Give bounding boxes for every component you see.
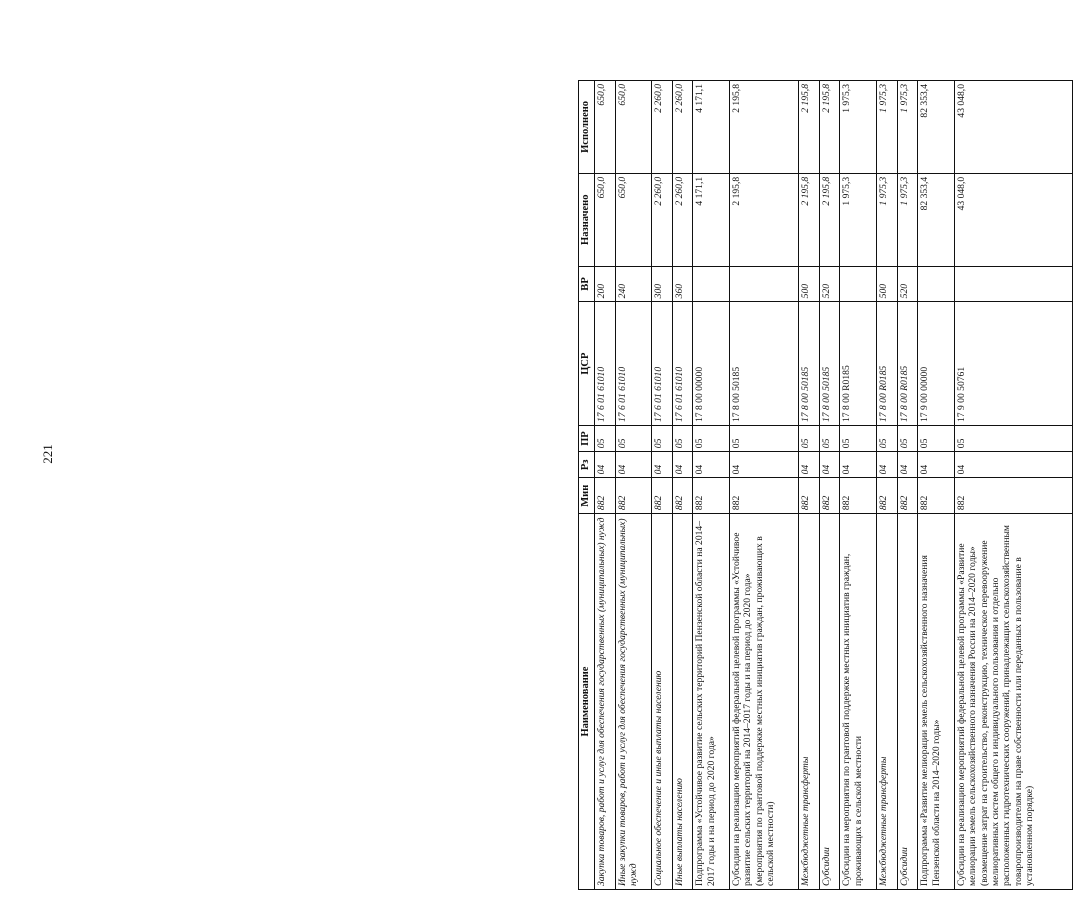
- cell-pr: 05: [730, 426, 799, 452]
- cell-vr: [693, 266, 730, 302]
- cell-name: Межбюджетные трансферты: [799, 514, 820, 890]
- cell-pr: 05: [840, 426, 877, 452]
- cell-pr: 05: [595, 426, 616, 452]
- cell-vr: 520: [819, 266, 840, 302]
- table-row: [595, 81, 616, 890]
- cell-min: 882: [693, 478, 730, 514]
- table-row: [897, 81, 918, 890]
- cell-isp: 2 195,8: [730, 81, 799, 174]
- cell-csr: 17 6 01 61010: [595, 302, 616, 426]
- cell-isp: 4 171,1: [693, 81, 730, 174]
- cell-rz: 04: [840, 452, 877, 478]
- cell-csr: 17 9 00 50761: [955, 302, 1073, 426]
- cell-rz: 04: [918, 452, 955, 478]
- table-body: [595, 81, 1073, 890]
- cell-rz: 04: [799, 452, 820, 478]
- cell-naz: 4 171,1: [693, 173, 730, 266]
- cell-isp: 2 260,0: [652, 81, 673, 174]
- cell-name: Субсидии: [819, 514, 840, 890]
- cell-naz: 2 195,8: [799, 173, 820, 266]
- header-naz: Назначено: [579, 173, 595, 266]
- header-min: Мин: [579, 478, 595, 514]
- table-row: [672, 81, 693, 890]
- cell-rz: 04: [595, 452, 616, 478]
- cell-csr: 17 9 00 00000: [918, 302, 955, 426]
- cell-name: Подпрограмма «Устойчивое развитие сельских территорий Пензенской области на 2014–2017 годы и на период до 2020 года»: [693, 514, 730, 890]
- cell-min: 882: [955, 478, 1073, 514]
- cell-vr: 360: [672, 266, 693, 302]
- cell-rz: 04: [730, 452, 799, 478]
- cell-naz: 2 195,8: [730, 173, 799, 266]
- cell-csr: 17 8 00 50185: [819, 302, 840, 426]
- table-row: [693, 81, 730, 890]
- table-header-row: [579, 81, 595, 890]
- cell-min: 882: [652, 478, 673, 514]
- cell-name: Иные закупки товаров, работ и услуг для обеспечения государственных (муниципальных) нужд: [615, 514, 652, 890]
- cell-naz: 2 195,8: [819, 173, 840, 266]
- cell-name: Субсидии на мероприятия по грантовой поддержке местных инициатив граждан, проживающих в сельской местности: [840, 514, 877, 890]
- cell-isp: 1 975,3: [877, 81, 898, 174]
- cell-pr: 05: [819, 426, 840, 452]
- table-row: [819, 81, 840, 890]
- cell-naz: 650,0: [595, 173, 616, 266]
- budget-table: [578, 80, 1073, 890]
- cell-min: 882: [819, 478, 840, 514]
- cell-pr: 05: [955, 426, 1073, 452]
- cell-vr: [840, 266, 877, 302]
- cell-vr: 240: [615, 266, 652, 302]
- cell-vr: 300: [652, 266, 673, 302]
- cell-min: 882: [897, 478, 918, 514]
- cell-rz: 04: [615, 452, 652, 478]
- header-name: Наименование: [579, 514, 595, 890]
- cell-pr: 05: [672, 426, 693, 452]
- cell-csr: 17 6 01 61010: [615, 302, 652, 426]
- cell-isp: 2 195,8: [799, 81, 820, 174]
- cell-name: Подпрограмма «Развитие мелиорации земель сельскохозяйственного назначения Пензенской области на 2014–2020 годы»: [918, 514, 955, 890]
- header-vr: ВР: [579, 266, 595, 302]
- cell-name: Субсидии на реализацию мероприятий федеральной целевой программы «Устойчивое развитие сельских территорий на 2014–2017 годы и на период до 2020 года» (мероприятия по грантовой поддержке местных инициатив граждан, проживающих в сельской местности): [730, 514, 799, 890]
- cell-vr: [955, 266, 1073, 302]
- cell-name: Иные выплаты населению: [672, 514, 693, 890]
- cell-isp: 650,0: [595, 81, 616, 174]
- cell-naz: 2 260,0: [672, 173, 693, 266]
- cell-vr: 500: [877, 266, 898, 302]
- cell-csr: 17 8 00 50185: [799, 302, 820, 426]
- cell-isp: 82 353,4: [918, 81, 955, 174]
- cell-rz: 04: [672, 452, 693, 478]
- cell-isp: 2 195,8: [819, 81, 840, 174]
- cell-min: 882: [595, 478, 616, 514]
- cell-rz: 04: [877, 452, 898, 478]
- cell-csr: 17 8 00 R0185: [840, 302, 877, 426]
- table-row: [652, 81, 673, 890]
- header-pr: ПР: [579, 426, 595, 452]
- table-row: [955, 81, 1073, 890]
- table-row: [877, 81, 898, 890]
- cell-rz: 04: [897, 452, 918, 478]
- cell-naz: 1 975,3: [877, 173, 898, 266]
- cell-csr: 17 8 00 50185: [730, 302, 799, 426]
- cell-vr: [918, 266, 955, 302]
- cell-csr: 17 6 01 61010: [672, 302, 693, 426]
- cell-naz: 43 048,0: [955, 173, 1073, 266]
- cell-pr: 05: [652, 426, 673, 452]
- cell-min: 882: [918, 478, 955, 514]
- cell-isp: 1 975,3: [897, 81, 918, 174]
- cell-csr: 17 8 00 R0185: [877, 302, 898, 426]
- cell-csr: 17 6 01 61010: [652, 302, 673, 426]
- cell-naz: 82 353,4: [918, 173, 955, 266]
- rotated-table-container: [578, 80, 1073, 890]
- header-isp: Исполнено: [579, 81, 595, 174]
- header-rz: Рз: [579, 452, 595, 478]
- cell-min: 882: [840, 478, 877, 514]
- table-row: [730, 81, 799, 890]
- cell-pr: 05: [918, 426, 955, 452]
- cell-naz: 2 260,0: [652, 173, 673, 266]
- cell-min: 882: [730, 478, 799, 514]
- cell-vr: [730, 266, 799, 302]
- cell-isp: 650,0: [615, 81, 652, 174]
- cell-naz: 650,0: [615, 173, 652, 266]
- table-row: [840, 81, 877, 890]
- cell-rz: 04: [693, 452, 730, 478]
- cell-name: Субсидии: [897, 514, 918, 890]
- cell-isp: 1 975,3: [840, 81, 877, 174]
- cell-rz: 04: [955, 452, 1073, 478]
- table-row: [918, 81, 955, 890]
- cell-name: Социальное обеспечение и иные выплаты населению: [652, 514, 673, 890]
- cell-name: Межбюджетные трансферты: [877, 514, 898, 890]
- cell-rz: 04: [652, 452, 673, 478]
- cell-naz: 1 975,3: [897, 173, 918, 266]
- cell-isp: 43 048,0: [955, 81, 1073, 174]
- cell-pr: 05: [615, 426, 652, 452]
- cell-csr: 17 8 00 00000: [693, 302, 730, 426]
- table-row: [615, 81, 652, 890]
- header-csr: ЦСР: [579, 302, 595, 426]
- cell-min: 882: [799, 478, 820, 514]
- cell-rz: 04: [819, 452, 840, 478]
- cell-vr: 500: [799, 266, 820, 302]
- cell-name: Закупка товаров, работ и услуг для обеспечения государственных (муниципальных) нужд: [595, 514, 616, 890]
- cell-min: 882: [672, 478, 693, 514]
- table-row: [799, 81, 820, 890]
- cell-pr: 05: [799, 426, 820, 452]
- cell-naz: 1 975,3: [840, 173, 877, 266]
- page-number: 221: [39, 444, 55, 464]
- cell-min: 882: [615, 478, 652, 514]
- cell-vr: 200: [595, 266, 616, 302]
- cell-csr: 17 8 00 R0185: [897, 302, 918, 426]
- cell-isp: 2 260,0: [672, 81, 693, 174]
- cell-pr: 05: [693, 426, 730, 452]
- cell-pr: 05: [877, 426, 898, 452]
- cell-pr: 05: [897, 426, 918, 452]
- cell-min: 882: [877, 478, 898, 514]
- cell-name: Субсидии на реализацию мероприятий федеральной целевой программы «Развитие мелиорации земель сельскохозяйственного назначения России на 2014–2020 годы» (возмещение затрат на строительство, реконструкцию, техническое перевооружение мелиоративных систем общего и индивидуального пользования и отдельно расположенных гидротехнических сооружений, принадлежащих сельскохозяйственным товаропроизводителям на праве собственности или переданных в пользование в установленном порядке): [955, 514, 1073, 890]
- cell-vr: 520: [897, 266, 918, 302]
